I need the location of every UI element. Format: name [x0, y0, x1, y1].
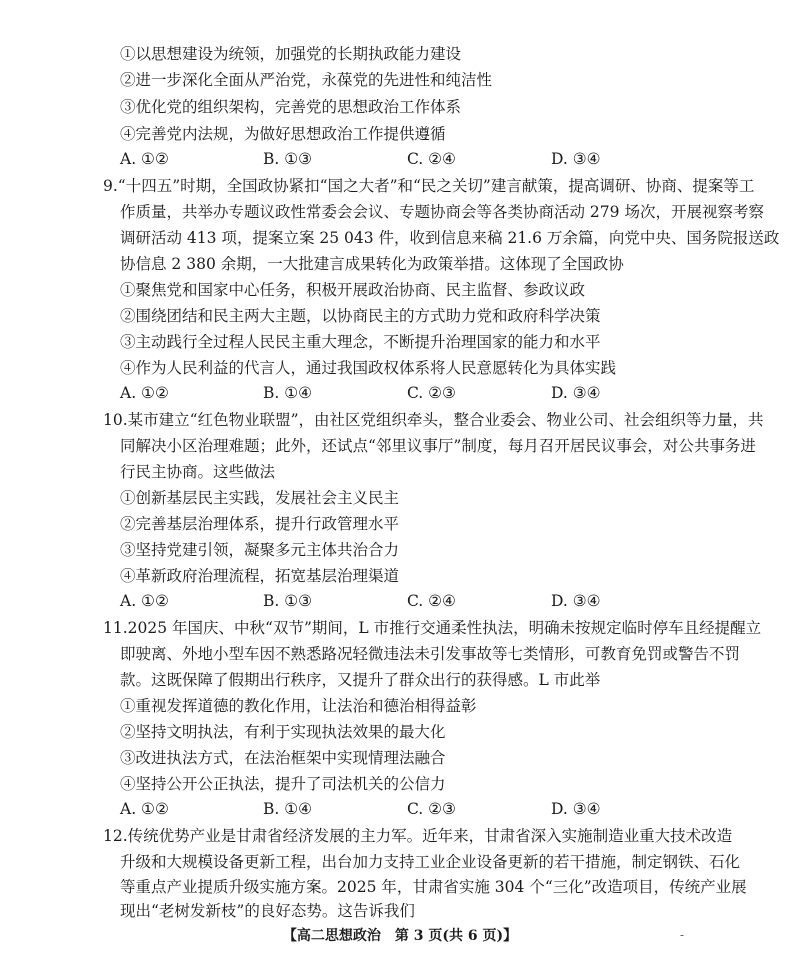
q12-number: 12. [103, 827, 128, 845]
q8-choice-b: B. ①③ [263, 150, 313, 168]
q11-choice-c: C. ②③ [407, 800, 456, 818]
q12-stem-line-2: 升级和大规模设备更新工程，出台加力支持工业企业设备更新的若干措施，制定钢铁、石化 [120, 853, 741, 871]
q8-choice-d: D. ③④ [551, 150, 601, 168]
q11-choice-a: A. ①② [120, 800, 169, 818]
q10-choice-a: A. ①② [120, 592, 169, 610]
q8-choice-c: C. ②④ [407, 150, 456, 168]
q11-choice-b: B. ①④ [263, 800, 313, 818]
q10-number: 10. [103, 411, 128, 429]
q11-choices [120, 799, 680, 819]
q9-choice-d: D. ③④ [551, 384, 601, 402]
q11-stem-line-3: 款。这既保障了假期出行秩序，又提升了群众出行的获得感。L 市此举 [120, 671, 601, 689]
q11-choice-d: D. ③④ [551, 800, 601, 818]
q9-choice-c: C. ②③ [407, 384, 456, 402]
q8-option-4: ④完善党内法规，为做好思想政治工作提供遵循 [120, 125, 446, 143]
q9-choice-a: A. ①② [120, 384, 169, 402]
q9-stem-line-3: 调研活动 413 项，提案立案 25 043 件，收到信息来稿 21.6 万余篇，向党中央、国务院报送政 [120, 229, 780, 247]
q12-stem-line-1: 12.传统优势产业是甘肃省经济发展的主力军。近年来，甘肃省深入实施制造业重大技术改造 [103, 827, 733, 845]
q9-stem-line-4: 协信息 2 380 余期，一大批建言成果转化为政策举措。这体现了全国政协 [120, 255, 624, 273]
q9-choices [120, 383, 680, 403]
q9-option-1: ①聚焦党和国家中心任务，积极开展政治协商、民主监督、参政议政 [120, 281, 586, 299]
q8-option-2: ②进一步深化全面从严治党，永葆党的先进性和纯洁性 [120, 71, 493, 89]
page-footer: 【高二思想政治 第 3 页(共 6 页)】 [282, 928, 518, 944]
q10-option-4: ④革新政府治理流程，拓宽基层治理渠道 [120, 567, 400, 585]
q11-stem-line-2: 即驶离、外地小型车因不熟悉路况轻微违法未引发事故等七类情形，可教育免罚或警告不罚 [120, 645, 741, 663]
q10-option-3: ③坚持党建引领，凝聚多元主体共治合力 [120, 541, 400, 559]
q9-option-2: ②围绕团结和民主两大主题，以协商民主的方式助力党和政府科学决策 [120, 307, 601, 325]
q10-stem-line-2: 同解决小区治理难题；此外，还试点“邻里议事厅”制度，每月召开居民议事会，对公共事务进 [120, 437, 756, 455]
corner-mark: - [680, 928, 685, 942]
q10-stem-line-1: 10.某市建立“红色物业联盟”，由社区党组织牵头，整合业委会、物业公司、社会组织等力量，共 [103, 411, 764, 429]
q9-number: 9. [103, 177, 118, 195]
q9-stem-line-2: 作质量，共举办专题议政性常委会会议、专题协商会等各类协商活动 279 场次，开展视察考察 [120, 203, 764, 221]
q10-option-2: ②完善基层治理体系，提升行政管理水平 [120, 515, 400, 533]
q9-option-3: ③主动践行全过程人民民主重大理念，不断提升治理国家的能力和水平 [120, 333, 601, 351]
q8-choices [120, 149, 680, 169]
q12-stem-line-4: 现出“老树发新枝”的良好态势。这告诉我们 [120, 902, 415, 920]
q11-number: 11. [103, 619, 128, 637]
q10-choices [120, 591, 680, 611]
q11-option-3: ③改进执法方式，在法治框架中实现情理法融合 [120, 749, 446, 767]
q10-choice-b: B. ①③ [263, 592, 313, 610]
q10-choice-d: D. ③④ [551, 592, 601, 610]
q11-stem-line-1: 11.2025 年国庆、中秋“双节”期间，L 市推行交通柔性执法，明确未按规定临时停车且经提醒立 [103, 619, 762, 637]
q11-option-2: ②坚持文明执法，有利于实现执法效果的最大化 [120, 723, 446, 741]
q8-option-1: ①以思想建设为统领，加强党的长期执政能力建设 [120, 45, 462, 63]
q12-stem-line-3: 等重点产业提质升级实施方案。2025 年，甘肃省实施 304 个“三化”改造项目，传统产业展 [120, 878, 747, 896]
q9-stem-line-1: 9.“十四五”时期，全国政协紧扣“国之大者”和“民之关切”建言献策，提高调研、协商、提案等工 [103, 177, 755, 195]
q10-choice-c: C. ②④ [407, 592, 456, 610]
q8-choice-a: A. ①② [120, 150, 169, 168]
q9-option-4: ④作为人民利益的代言人，通过我国政权体系将人民意愿转化为具体实践 [120, 359, 617, 377]
q9-choice-b: B. ①④ [263, 384, 313, 402]
q10-option-1: ①创新基层民主实践，发展社会主义民主 [120, 489, 400, 507]
q8-option-3: ③优化党的组织架构，完善党的思想政治工作体系 [120, 98, 462, 116]
q11-option-1: ①重视发挥道德的教化作用，让法治和德治相得益彰 [120, 697, 477, 715]
q10-stem-line-3: 行民主协商。这些做法 [120, 463, 276, 481]
q11-option-4: ④坚持公开公正执法，提升了司法机关的公信力 [120, 775, 446, 793]
